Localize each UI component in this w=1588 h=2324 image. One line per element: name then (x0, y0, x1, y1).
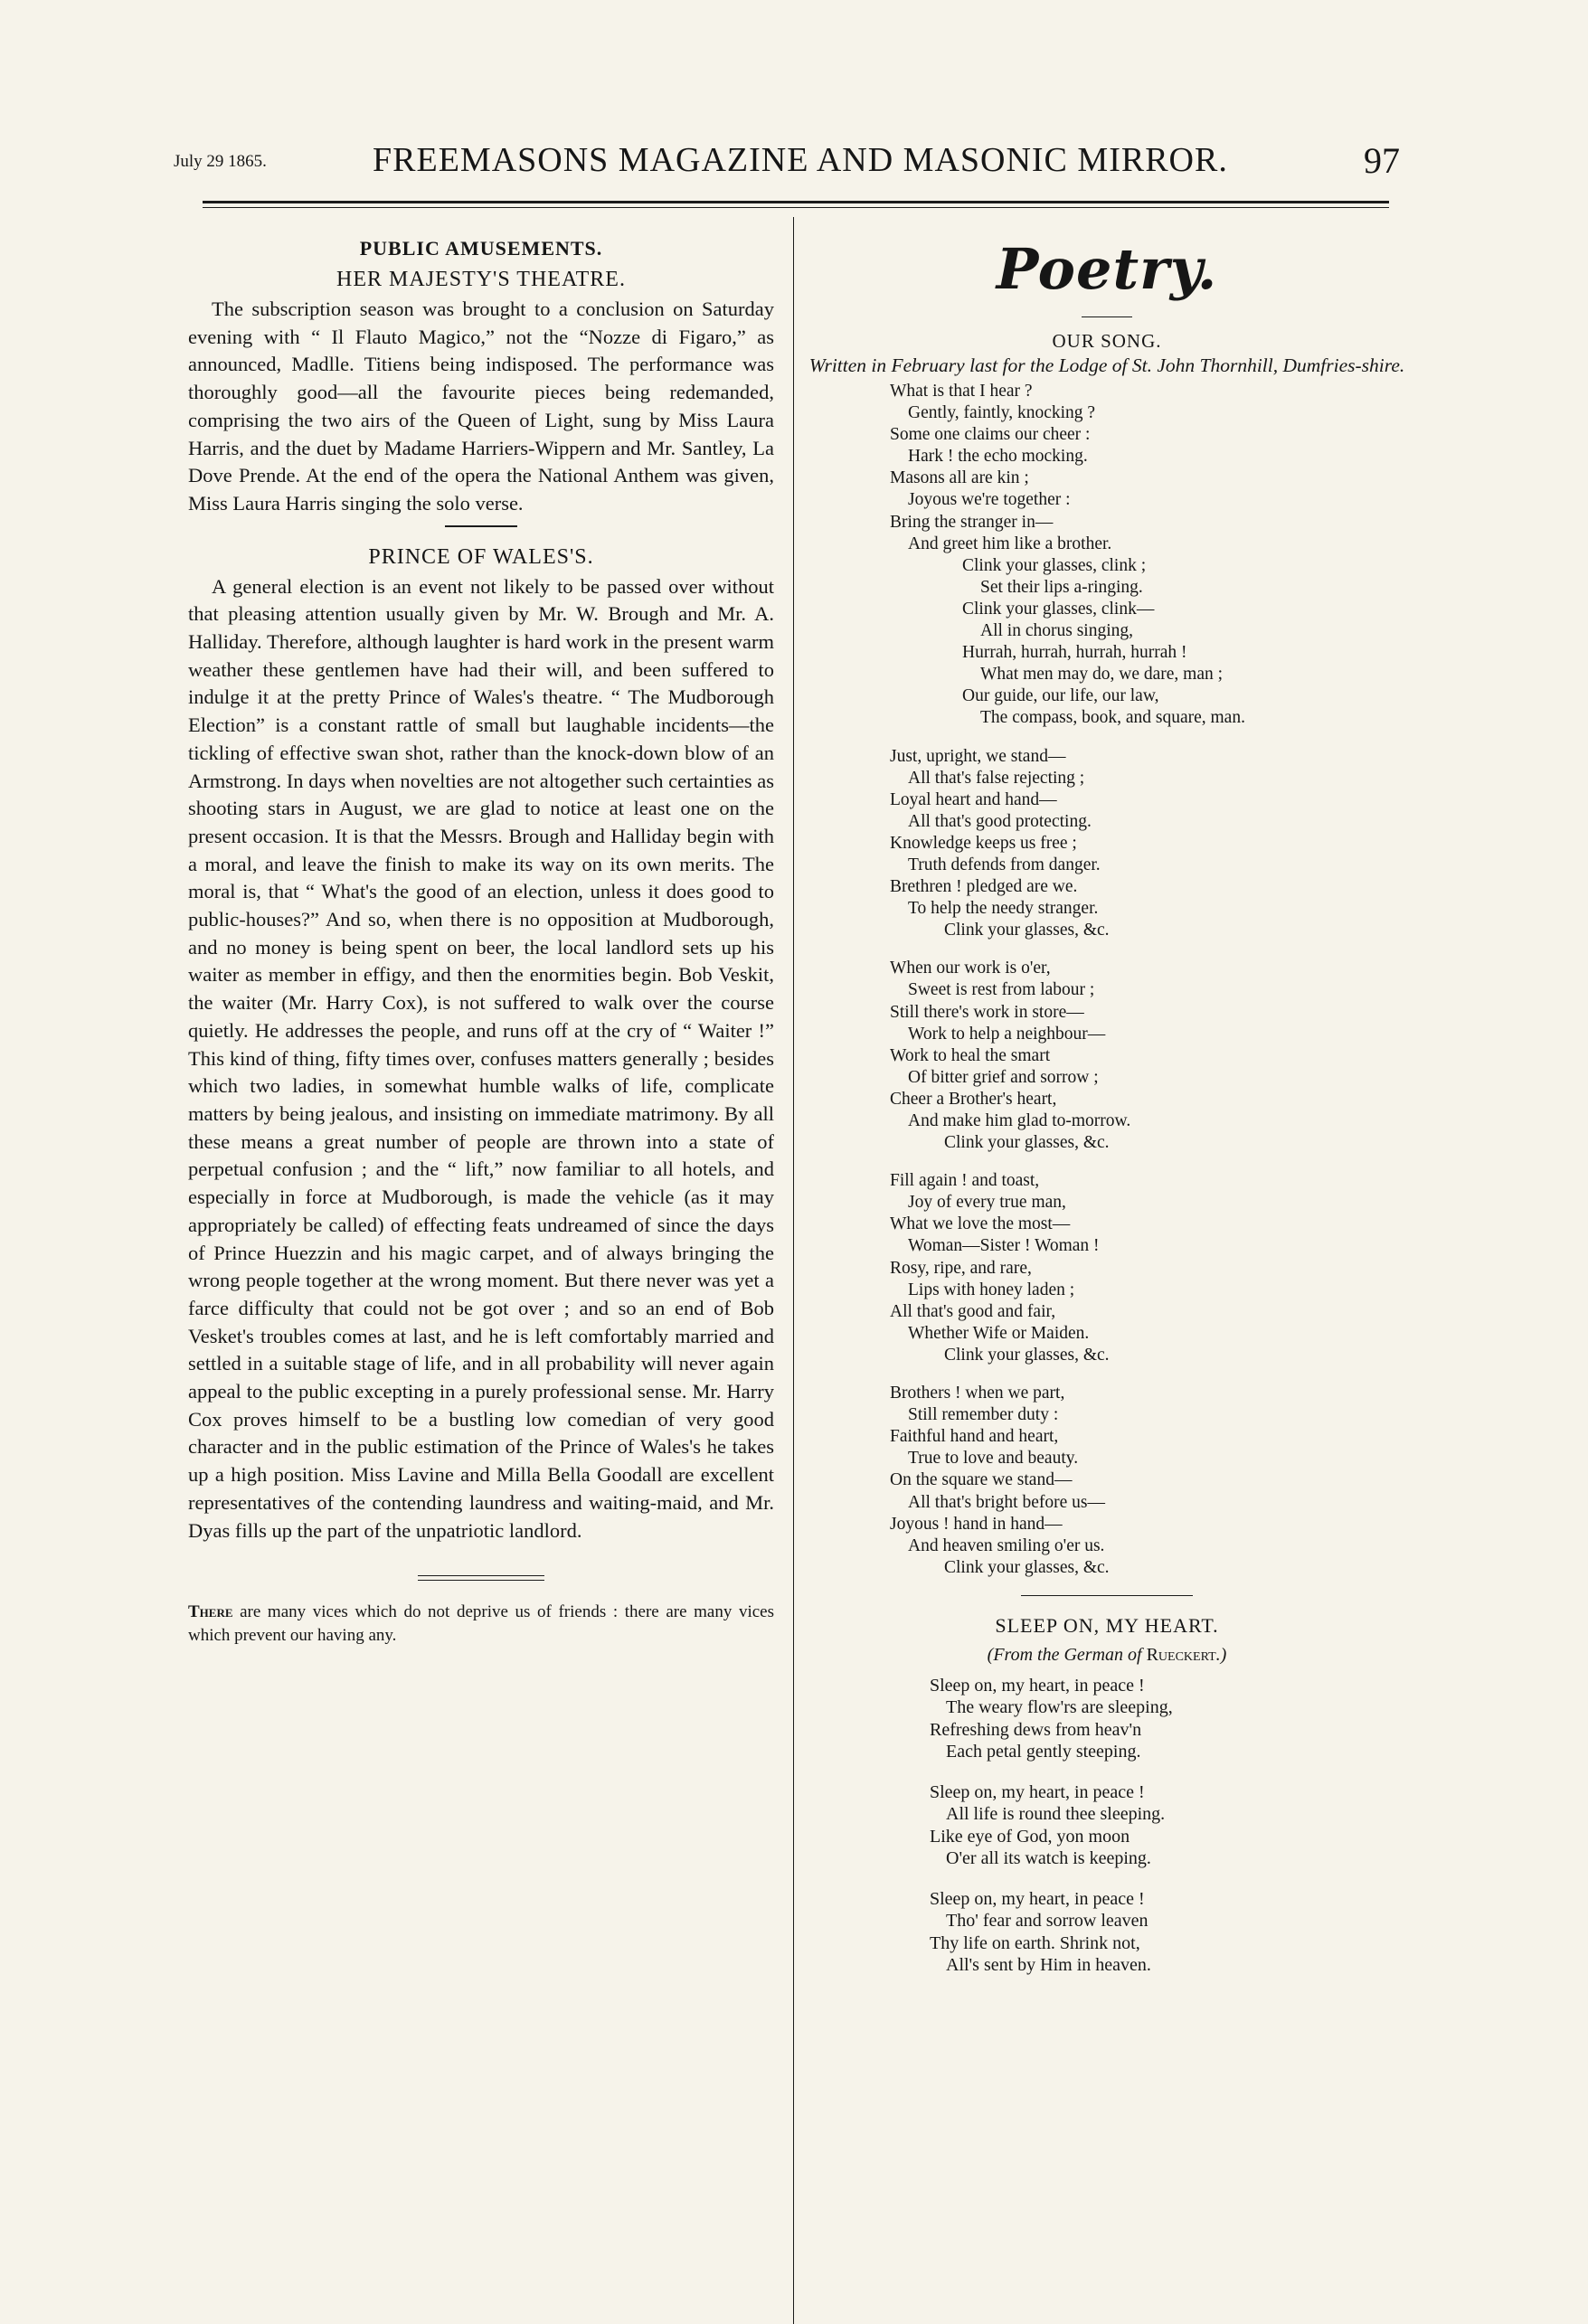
poetry-section-title: Poetry. (996, 236, 1218, 302)
poem-line: Loyal heart and hand— (890, 789, 1057, 809)
song-title-sleep-on: SLEEP ON, MY HEART. (995, 1613, 1219, 1637)
poem-line: Faithful hand and heart, (890, 1427, 1059, 1447)
poem-stanza (807, 1170, 1407, 1366)
poem-line: Clink your glasses, &c. (944, 1133, 1110, 1153)
poem-line: True to love and beauty. (908, 1449, 1079, 1469)
attribution-prefix: (From the German of (987, 1644, 1147, 1665)
poem-line: What we love the most— (890, 1214, 1071, 1234)
song-title-our-song: OUR SONG. (1052, 330, 1162, 352)
attribution-suffix: .) (1215, 1644, 1227, 1665)
poem-line: Lips with honey laden ; (908, 1280, 1075, 1299)
header-rule-thick (203, 201, 1389, 203)
poem-line: Clink your glasses, clink— (962, 599, 1155, 619)
poem-line: Brothers ! when we part, (890, 1384, 1065, 1403)
poem-line: Some one claims our cheer : (890, 425, 1091, 445)
section-heading: PUBLIC AMUSEMENTS. (359, 237, 603, 260)
article-heading-prince-of-wales: PRINCE OF WALES'S. (368, 544, 594, 569)
poem-line: Knowledge keeps us free ; (890, 833, 1077, 853)
poem-line: Sleep on, my heart, in peace ! (930, 1781, 1145, 1802)
poem-line: Joyous we're together : (908, 490, 1071, 510)
poem-line: Just, upright, we stand— (890, 746, 1066, 766)
poem-line: And greet him like a brother. (908, 534, 1112, 553)
poem-line: Hurrah, hurrah, hurrah, hurrah ! (962, 643, 1187, 663)
poem-line: On the square we stand— (890, 1470, 1073, 1490)
poem-line: Of bitter grief and sorrow ; (908, 1067, 1099, 1087)
poem-line: Hark ! the echo mocking. (908, 447, 1088, 467)
poem-line: Brethren ! pledged are we. (890, 877, 1078, 897)
poem-stanza (807, 1675, 1407, 1763)
right-column (807, 237, 1407, 1995)
header-rule-thin (203, 207, 1389, 208)
poem-line: Clink your glasses, clink ; (962, 555, 1147, 575)
song-sleep-on-my-heart (807, 1675, 1407, 1977)
article-body-her-majestys: The subscription season was brought to a conclusion on Saturday evening with “ Il Flauto Magico,” not the “Nozze di Figaro,” as announced, Madlle. Titiens being indisposed. The performance was thoroughly good—all the favourite pieces being redemanded, comprising the two airs of the Queen of Light, sung by Miss Laura Harris, and the duet by Madame Harriers-Wippern and Mr. Santley, La Dove Prende. At the end of the opera the National Anthem was given, Miss Laura Harris singing the solo verse. (188, 298, 774, 515)
poem-line: And heaven smiling o'er us. (908, 1535, 1105, 1555)
poem-line: Our guide, our life, our law, (962, 686, 1159, 706)
poem-line: Cheer a Brother's heart, (890, 1089, 1057, 1109)
poem-stanza (807, 958, 1407, 1154)
poem-line: Masons all are kin ; (890, 468, 1029, 488)
poem-separator (1021, 1595, 1193, 1596)
column-divider (793, 217, 794, 2324)
poem-line: Rosy, ripe, and rare, (890, 1258, 1032, 1278)
poem-line: And make him glad to-morrow. (908, 1111, 1131, 1130)
masthead-title: FREEMASONS MAGAZINE AND MASONIC MIRROR. (373, 141, 1228, 179)
left-column (188, 237, 774, 1648)
poem-line: All that's good and fair, (890, 1301, 1056, 1321)
poem-line: All life is round thee sleeping. (946, 1804, 1166, 1825)
poem-line: Bring the stranger in— (890, 512, 1054, 532)
page-number: 97 (1364, 140, 1400, 181)
article-heading-her-majestys: HER MAJESTY'S THEATRE. (336, 268, 626, 291)
poem-line: Gently, faintly, knocking ? (908, 403, 1096, 423)
poem-line: Thy life on earth. Shrink not, (930, 1932, 1140, 1953)
song-byline: Written in February last for the Lodge of St. John Thornhill, Dumfries-shire. (808, 354, 1405, 376)
poem-line: Work to heal the smart (890, 1045, 1051, 1065)
poem-line: Woman—Sister ! Woman ! (908, 1236, 1100, 1256)
closing-aphorism (188, 1601, 774, 1648)
poem-line: Tho' fear and sorrow leaven (946, 1911, 1148, 1932)
poem-line: Sleep on, my heart, in peace ! (930, 1888, 1145, 1909)
poem-line: Clink your glasses, &c. (944, 1345, 1110, 1365)
poem-line: All that's bright before us— (908, 1492, 1105, 1512)
aphorism-lead-word: There (188, 1602, 233, 1622)
song-attribution (807, 1645, 1407, 1666)
poem-line: Still remember duty : (908, 1405, 1059, 1425)
poetry-rule (1082, 316, 1132, 317)
poem-stanza (807, 381, 1407, 730)
double-rule-separator (418, 1575, 544, 1581)
poem-line: All that's good protecting. (908, 811, 1092, 831)
poem-stanza (807, 746, 1407, 942)
poem-line: Each petal gently steeping. (946, 1742, 1141, 1762)
poem-line: All's sent by Him in heaven. (946, 1955, 1151, 1976)
attribution-author: Rueckert (1146, 1644, 1216, 1665)
poem-line: To help the needy stranger. (908, 899, 1099, 919)
poem-line: Truth defends from danger. (908, 855, 1101, 874)
poem-line: Refreshing dews from heav'n (930, 1719, 1142, 1740)
poem-stanza (807, 1888, 1407, 1977)
poem-line: When our work is o'er, (890, 959, 1051, 978)
poem-line: Sleep on, my heart, in peace ! (930, 1675, 1145, 1696)
poem-line: O'er all its watch is keeping. (946, 1848, 1151, 1869)
poem-line: What is that I hear ? (890, 382, 1033, 401)
poem-line: Joyous ! hand in hand— (890, 1514, 1063, 1534)
poem-line: Still there's work in store— (890, 1002, 1084, 1022)
song-our-song (807, 381, 1407, 1579)
poem-line: Clink your glasses, &c. (944, 921, 1110, 940)
poem-line: What men may do, we dare, man ; (980, 665, 1224, 685)
poem-line: The weary flow'rs are sleeping, (946, 1697, 1173, 1718)
aphorism-text: are many vices which do not deprive us of friends : there are many vices which prevent our having any. (188, 1602, 774, 1646)
poem-line: Whether Wife or Maiden. (908, 1323, 1090, 1343)
poem-line: Work to help a neighbour— (908, 1024, 1106, 1044)
poem-line: Like eye of God, yon moon (930, 1826, 1130, 1847)
poem-line: Sweet is rest from labour ; (908, 980, 1095, 1000)
article-separator (445, 525, 517, 527)
poem-stanza (807, 1781, 1407, 1870)
poem-line: The compass, book, and square, man. (980, 708, 1245, 728)
poem-line: Joy of every true man, (908, 1193, 1066, 1213)
poem-stanza (807, 1383, 1407, 1579)
poem-line: Fill again ! and toast, (890, 1171, 1040, 1191)
header-date: July 29 1865. (174, 152, 267, 171)
poem-line: All that's false rejecting ; (908, 768, 1085, 788)
poem-line: Set their lips a-ringing. (980, 577, 1143, 597)
poem-line: All in chorus singing, (980, 621, 1133, 641)
article-body-prince-of-wales: A general election is an event not likely to be passed over without that pleasing attention usually given by Mr. W. Brough and Mr. A. Halliday. Therefore, although laughter is hard work in the present warm weather these gentlemen have had their will, and been suffered to indulge it at the pretty Prince of Wales's theatre. “ The Mudborough Election” is a constant rattle of small but laughable incidents—the tickling of effective swan shot, rather than the knock-down blow of an Armstrong. In days when novelties are not altogether such certainties as shooting stars in August, we are glad to notice at least one on the present occasion. It is that the Messrs. Brough and Halliday begin with a moral, and leave the finish to make its way on its own merits. The moral is, that “ What's the good of an election, unless it does good to public-houses?” And so, when there is no opposition at Mudborough, and no money is being spent on beer, the local landlord sets up his waiter as member in effigy, and then the enormities begin. Bob Veskit, the waiter (Mr. Harry Cox), is not suffered to walk over the course quietly. He addresses the people, and runs off at the cry of “ Waiter !” This kind of thing, fifty times over, confuses matters generally ; besides which two ladies, in somewhat humble walks of life, complicate matters by being jealous, and insisting on immediate matrimony. By all these means a great number of people are thrown into a state of perpetual confusion ; and the “ lift,” now familiar to all hotels, and especially in force at Mudborough, is made the vehicle (as it may appropriately be called) of effecting feats undreamed of since the days of Prince Huezzin and his magic carpet, and of always bringing the wrong people together at the wrong moment. But there never was yet a farce difficulty that could not be got over ; and so an end of Bob Vesket's troubles comes at last, and he is left comfortably married and settled in a suitable stage of life, and in all probability will never again appeal to the public excepting in a purely professional sense. Mr. Harry Cox proves himself to be a bustling low comedian of very good character and in the public estimation of the Prince of Wales's he takes up a high position. Miss Lavine and Milla Bella Goodall are excellent representatives of the contending laundress and waiting-maid, and Mr. Dyas fills up the part of the unpatriotic landlord. (188, 574, 774, 1542)
poem-line: Clink your glasses, &c. (944, 1557, 1110, 1577)
